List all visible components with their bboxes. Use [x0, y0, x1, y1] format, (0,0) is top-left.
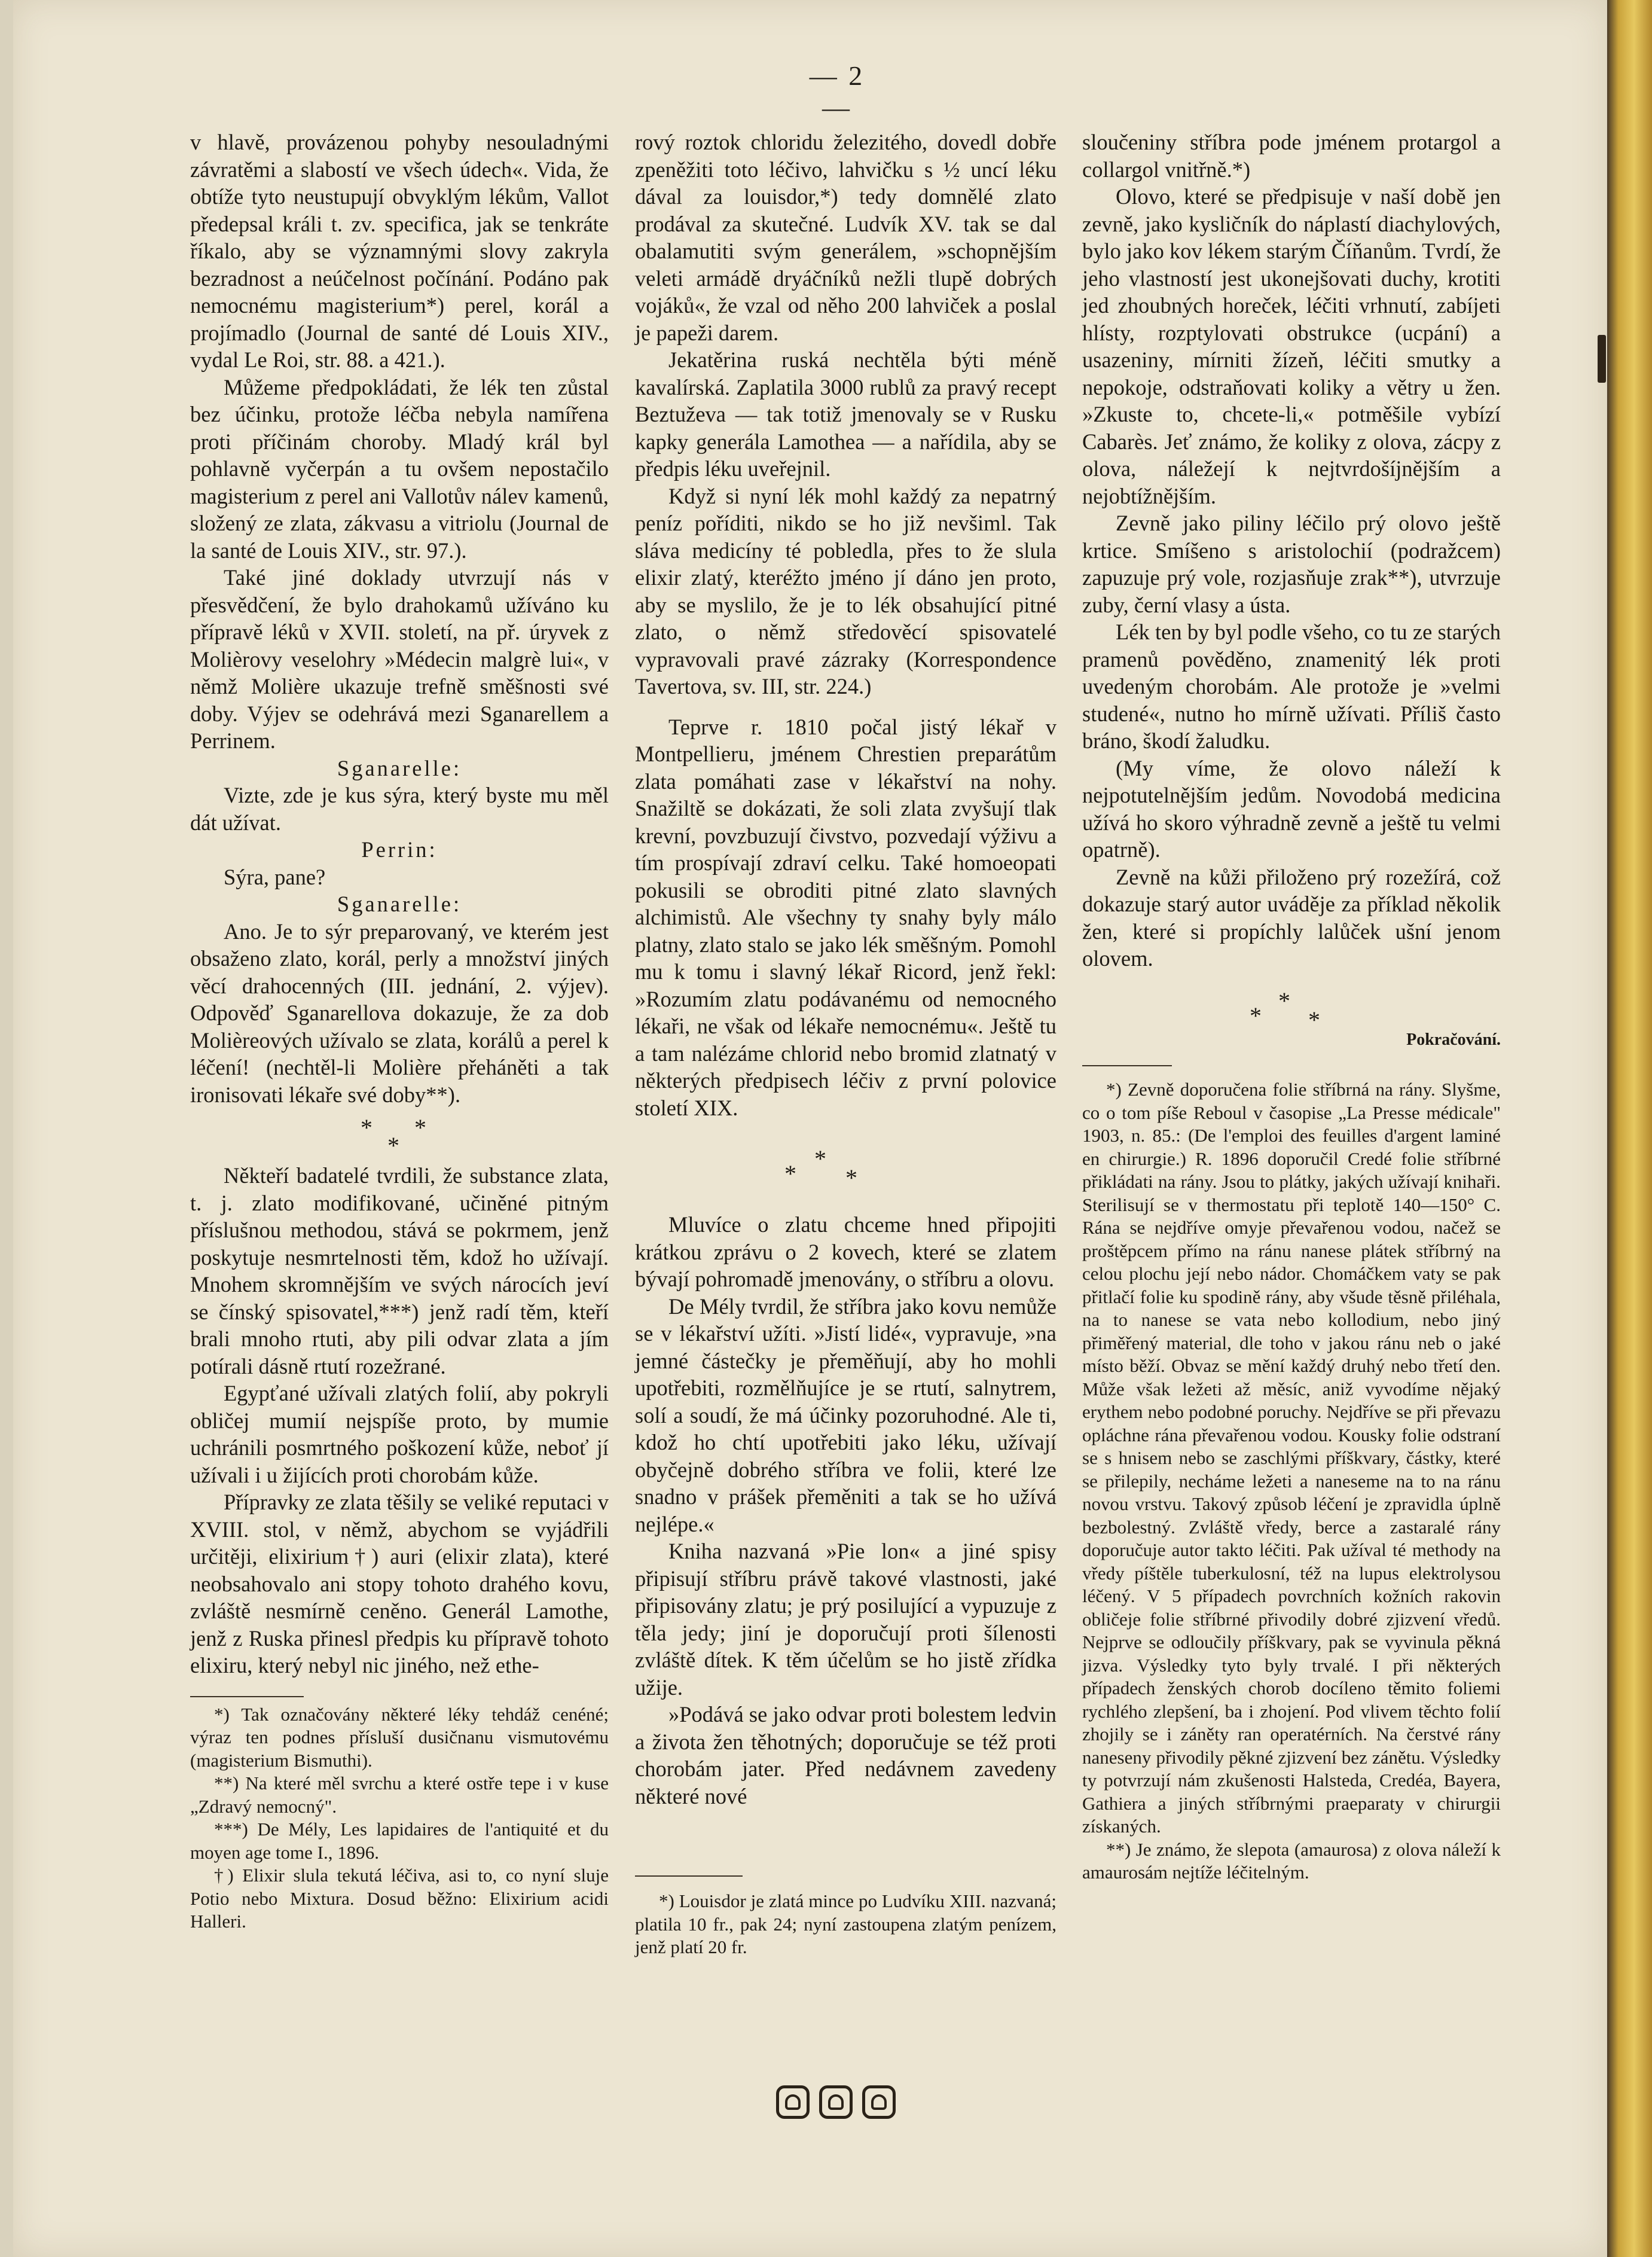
footnote: †) Elixir slula tekutá léčiva, asi to, co nyní sluje Potio nebo Mixtura. Dosud běžno: Elixirium acidi Halleri.: [190, 1865, 609, 1932]
paragraph: Přípravky ze zlata těšily se veliké reputaci v XVIII. stol, v němž, abychom se vyjádřili určitěji, elixirium†) auri (elixir zlata), které neobsahovalo ani stopy tohoto drahého kovu, zvláště nesmírně ceněno. Generál Lamothe, jenž z Ruska přinesl předpis ku přípravě tohoto elixiru, který nebyl nic jiného, než ethe-: [190, 1490, 609, 1678]
footnote-rule: [635, 1875, 743, 1877]
paragraph: Egypťané užívali zlatých folií, aby pokryli obličej mumií nejspíše proto, by mumie uchránili posmrtného poškození kůže, neboť jí užívali i u žijících proti chorobám kůže.: [190, 1381, 609, 1487]
paragraph: v hlavě, provázenou pohyby nesouladnými závratěmi a slabostí ve všech údech«. Vida, že obtíže tyto neustupují obvyklým lékům, Vallot předepsal králi t. zv. specifica, jak se tenkráte říkalo, aby se významnými slovy zakryla bezradnost a neúčelnost počínání. Podáno pak nemocnému magisterium*) perel, korál a projímadlo (Journal de santé dé Louis XIV., vydal Le Roi, str. 88. a 421.).: [190, 130, 609, 372]
column-left: [190, 129, 609, 1933]
section-divider-stars: * * *: [361, 1114, 426, 1159]
footnote: *) Zevně doporučena folie stříbrná na rány. Slyšme, co o tom píše Reboul v časopise „La Presse médicale" 1903, n. 85.: (De l'emploi des feuilles d'argent laminé en chirurgie.) R. 1896 doporučil Credé folie stříbrné přikládati na rány. Jsou to plátky, jakých užívají knihaři. Sterilisují se v thermostatu při teplotě 140—150° C. Rána se nejdříve omyje převařenou vodou, načež se proštěpcem přímo na ránu nanese plátek stříbrný na celou plochu její nebo nádor. Chomáčkem vaty se pak přitlačí folie ku spodině rány, aby všude těsně přiléhala, na to nanese se vata nebo kollodium, nebo jiný přiměřený material, dle toho v jakou ránu neb o jaké místo běží. Obvaz se mění každý druhý nebo třetí den. Může však ležeti až měsíc, aniž vyvodíme nějaký erythem nebo podobné poruchy. Nejdříve se při převazu opláchne rána převařenou vodou. Kousky folie odstraní se s hnisem nebo se zaschlými příškvary, částky, které se přilepily, necháme ležeti a naneseme na to na ránu novou vrstvu. Takový způsob léčení je zpravidla úplně bezbolestný. Zvláště vředy, berce a zastaralé rány doporučuje autor takto léčiti. Pak užíval té methody na vředy píštěle tuberkulosní, též na lupus elektrolysou léčený. V 5 případech povrchních kožních rakovin obličeje folie stříbrné přivodily dobré zjizvení vředů. Nejprve se odloučily příškvary, pak se vyvinula pěkná jizva. Výsledky tyto byly trvalé. I při některých případech ženských chorob docíleno těmito foliemi rychlého zlepšení, ba i zhojení. Pod vlivem těchto folií zhojily se i záněty ran operatérních. Na čerstvé rány naneseny přivodily pěkné zjizvení bez zánětu. Výsledky ty potvrzují nám zkušenosti Halsteda, Credéa, Bayera, Gathiera a jiných stříbrnými praeparaty v chirurgii získaných.: [1082, 1079, 1501, 1837]
dialogue-line: Sýra, pane?: [224, 864, 326, 889]
paragraph: Také jiné doklady utvrzují nás v přesvědčení, že bylo drahokamů užíváno ku přípravě léků v XVII. století, na př. úryvek z Molièrovy veselohry »Médecin malgrè lui«, v němž Molière ukazuje trefně směšnosti své doby. Výjev se odehrává mezi Sganarellem a Perrinem.: [190, 565, 609, 753]
dialogue-line: Vizte, zde je kus sýra, který byste mu měl dát užívat.: [190, 783, 609, 835]
page-number: — 2 —: [809, 60, 865, 123]
paragraph: De Mély tvrdil, že stříbra jako kovu nemůže se v lékařství užíti. »Jistí lidé«, vypravuje, »na jemné částečky je přeměňují, aby ho mohli upotřebiti, rozmělňujíce je se rtutí, salnytrem, solí a soudí, že má účinky pozoruhodné. Ale ti, kdož ho chtí upotřebiti jako léku, užívají obyčejně dobrého stříbra ve folii, které lze snadno v prášek přeměniti a tak se ho užívá nejlépe.«: [635, 1294, 1056, 1536]
footnotes: [190, 1703, 609, 1933]
footnotes: [635, 1890, 1056, 1959]
column-middle: [635, 129, 1056, 1959]
dialogue-speaker: Perrin:: [361, 837, 438, 862]
paragraph: sloučeniny stříbra pode jménem protargol a collargol vnitřně.*): [1082, 130, 1501, 182]
dialogue-line: Ano. Je to sýr preparovaný, ve kterém jest obsaženo zlato, korál, perly a množství jiných věcí drahocenných (III. jednání, 2. výjev). Odpověď Sganarellova dokazuje, že za dob Molièreových užívalo se zlata, korálů a perel k léčení! (nechtěl-li Molière přeháněti a tak ironisovati lékaře své doby**).: [190, 919, 609, 1107]
continued-note: Pokračování.: [1406, 1030, 1501, 1049]
paragraph: Olovo, které se předpisuje v naší době jen zevně, jako kysličník do náplastí diachylových, bylo jako kov lékem starým Číňanům. Tvrdí, že jeho vlastností jest ukonejšovati duchy, krotiti jed zhoubných horeček, léčiti vrhnutí, zabíjeti hlísty, rozptylovati obstrukce (ucpání) a usazeniny, mírniti žízeň, léčiti smutky a nepokoje, odstraňovati koliky a větry u žen. »Zkuste to, chcete-li,« potměšile vybízí Cabarès. Jeť známo, že koliky z olova, zácpy z olova, náležejí k nejtvrdošíjnějším a nejobtížnějším.: [1082, 184, 1501, 508]
footnote: ***) De Mély, Les lapidaires de l'antiquité et du moyen age tome I., 1896.: [190, 1819, 609, 1863]
dialogue-speaker: Sganarelle:: [337, 892, 462, 916]
dialogue-speaker: Sganarelle:: [337, 755, 462, 780]
paragraph: Někteří badatelé tvrdili, že substance zlata, t. j. zlato modifikované, učiněné pitným příslušnou methodou, stává se pokrmem, jenž poskytuje nesmrtelnosti těm, kdož ho užívají. Mnohem skromnějším ve svých nárocích jeví se čínský spisovatel,***) jenž radí těm, kteří brali mnoho rtuti, aby pili odvar zlata a jím potírali dásně rtutí rozežrané.: [190, 1163, 609, 1378]
footnote: **) Na které měl svrchu a které ostře tepe i v kuse „Zdravý nemocný".: [190, 1773, 609, 1817]
paragraph: Jekatěrina ruská nechtěla býti méně kavalírská. Zaplatila 3000 rublů za pravý recept Beztuževa — tak totiž jmenovaly se v Rusku kapky generála Lamothea — a nařídila, aby se předpis léku uveřejnil.: [635, 347, 1056, 481]
paragraph: Když si nyní lék mohl každý za nepatrný peníz poříditi, nikdo se ho již nevšiml. Tak sláva medicíny té pobledla, přes to že slula elixir zlatý, kteréžto jméno jí dáno jen proto, aby se myslilo, že je to lék obsahující pitné zlato, o němž středověcí spisovatelé vypravovali pravé zázraky (Korrespondence Tavertova, sv. III, str. 224.): [635, 483, 1056, 699]
paragraph: Kniha nazvaná »Pie lon« a jiné spisy připisují stříbru právě takové vlastnosti, jaké připisovány zlatu; je prý posilující a vypuzuje z těla jedy; jiní je doporučují proti šílenosti zvláště dítek. K těm účelům se ho jistě zřídka užije.: [635, 1539, 1056, 1700]
paragraph: Mluvíce o zlatu chceme hned připojiti krátkou zprávu o 2 kovech, které se zlatem bývají pohromadě jmenovány, o stříbru a olovu.: [635, 1212, 1056, 1291]
paragraph: (My víme, že olovo náleží k nejpotutelnějším jedům. Novodobá medicina užívá ho skoro výhradně zevně a ještě tu velmi opatrně).: [1082, 755, 1501, 862]
binding-mark: [1598, 335, 1606, 383]
paragraph: »Podává se jako odvar proti bolestem ledvin a života žen těhotných; doporučuje se též proti chorobám jater. Před nedávnem zavedeny některé nové: [635, 1702, 1056, 1808]
column-right: [1082, 129, 1501, 1884]
paragraph: Můžeme předpokládati, že lék ten zůstal bez účinku, protože léčba nebyla namířena proti příčinám choroby. Mladý král byl pohlavně vyčerpán a tu ovšem nepostačilo magisterium z perel ani Vallotův nálev kamenů, složený ze zlata, zákvasu a vitriolu (Journal de la santé de Louis XIV., str. 97.).: [190, 374, 609, 563]
footnotes: [1082, 1078, 1501, 1884]
footnote-rule: [1082, 1065, 1172, 1066]
footnote: **) Je známo, že slepota (amaurosa) z olova náleží k amaurosám nejtíže léčitelným.: [1082, 1838, 1501, 1883]
page-gilt-edge: [1607, 0, 1652, 2257]
paragraph: Zevně jako piliny léčilo prý olovo ještě krtice. Smíšeno s aristolochií (podražcem) zapuzuje prý vole, rozjasňuje zrak**), utvrzuje zuby, černí vlasy a ústa.: [1082, 511, 1501, 617]
paragraph: Lék ten by byl podle všeho, co tu ze starých pramenů pověděno, znamenitý lék proti uvedeným chorobám. Ale protože je »velmi studené«, nutno ho mírně užívati. Příliš často bráno, škodí žaludku.: [1082, 620, 1501, 753]
paragraph: Teprve r. 1810 počal jistý lékař v Montpellieru, jménem Chrestien preparátům zlata pomáhati zase v lékařství na nohy. Snažiltě se dokázati, že soli zlata zvyšují tlak krevní, povzbuzují čivstvo, pozvedají výživu a tím prospívají zdraví celku. Také homoeopati pokusili se obroditi pitné zlato slavných alchimistů. Ale všechny ty snahy byly málo platny, zlato stalo se jako lék směšným. Pomohl mu k tomu i slavný lékař Ricord, jenž řekl: »Rozumím zlatu podávanému od nemocného lékaři, ne však od lékaře nemocnému«. Ještě tu a tam nalézáme chlorid nebo bromid zlatnatý v některých předpisech léčiv z první polovice století XIX.: [635, 714, 1056, 1120]
footnote: *) Louisdor je zlatá mince po Ludvíku XIII. nazvaná; platila 10 fr., pak 24; nyní zastoupena zlatým penízem, jenž platí 20 fr.: [635, 1890, 1056, 1957]
paragraph: Zevně na kůži přiloženo prý rozežírá, což dokazuje starý autor uváděje za příklad několik žen, které si propíchly lalůček ušní jenom olovem.: [1082, 864, 1501, 971]
footnote-rule: [190, 1696, 304, 1697]
section-divider-stars: * * *: [784, 1145, 857, 1191]
section-divider-stars: * * *: [1250, 987, 1320, 1033]
paragraph: rový roztok chloridu železitého, dovedl dobře zpeněžiti toto léčivo, lahvičku s ½ uncí léku dával za louisdor,*) tedy domnělé zlato prodával za skutečné. Ludvík XV. tak se dal obalamutiti svým generálem, »schopnějším veleti armádě dryáčníků nežli tlupě dobrých vojáků«, že vzal od něho 200 lahviček a poslal je papeži darem.: [635, 130, 1056, 345]
triple-square-ornament-icon: [776, 2085, 896, 2124]
footnote: *) Tak označovány některé léky tehdáž cenéné; výraz ten podnes přísluší dusičnanu vismutovému (magisterium Bismuthi).: [190, 1703, 609, 1771]
